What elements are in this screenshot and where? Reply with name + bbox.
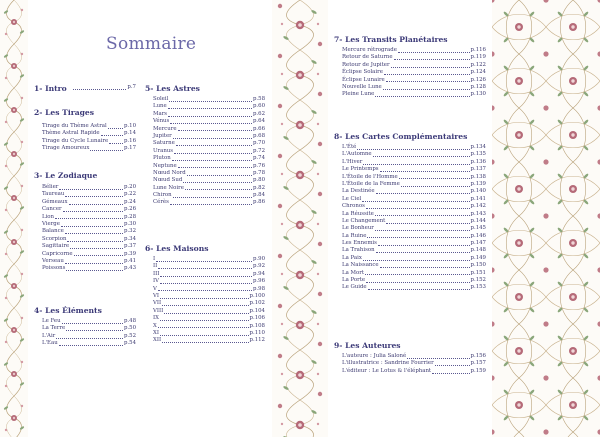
toc-list-cartes: [342, 144, 486, 292]
section-heading-cartes: 8- Les Cartes Complémentaires: [334, 132, 468, 141]
toc-entry[interactable]: Pleine Lune p.130: [342, 91, 486, 98]
toc-entry[interactable]: La Destinée p.140: [342, 188, 486, 195]
toc-entry[interactable]: Chronos p.142: [342, 203, 486, 210]
toc-entry[interactable]: Nouvelle Lune p.128: [342, 83, 486, 90]
toc-entry[interactable]: III p.94: [153, 270, 265, 277]
toc-entry[interactable]: Capricorne p.39: [42, 250, 136, 257]
toc-entry[interactable]: Tirage du Thème Astral p.10: [42, 122, 136, 129]
toc-entry[interactable]: L'Hiver p.136: [342, 158, 486, 165]
toc-entry[interactable]: Vierge p.30: [42, 220, 136, 227]
toc-entry[interactable]: Le Feu p.48: [42, 317, 136, 324]
toc-entry[interactable]: Taureau p.22: [42, 191, 136, 198]
toc-entry[interactable]: Cancer p.26: [42, 206, 136, 213]
floral-pattern-icon: [272, 0, 328, 437]
toc-entry[interactable]: Cérès p.86: [153, 199, 265, 206]
toc-entry[interactable]: La Terre p.50: [42, 325, 136, 332]
toc-entry[interactable]: L'auteure : Julia Saloné p.156: [342, 352, 486, 359]
toc-entry[interactable]: VI p.100: [153, 292, 265, 299]
section-heading-astres: 5- Les Astres: [145, 84, 200, 93]
toc-entry[interactable]: La Trahison p.148: [342, 247, 486, 254]
toc-entry[interactable]: V p.98: [153, 285, 265, 292]
floral-border-right: [492, 0, 600, 437]
toc-entry[interactable]: Verseau p.41: [42, 257, 136, 264]
toc-entry[interactable]: Tirage du Cycle Lunaire p.16: [42, 137, 136, 144]
toc-list-elements: [42, 318, 136, 348]
toc-entry[interactable]: La Réussite p.143: [342, 210, 486, 217]
toc-entry[interactable]: Lune p.60: [153, 103, 265, 110]
toc-entry[interactable]: IX p.106: [153, 315, 265, 322]
toc-entry[interactable]: Lune Noire p.82: [153, 184, 265, 191]
toc-entry[interactable]: L'Été p.134: [342, 143, 486, 150]
toc-entry[interactable]: IV p.96: [153, 278, 265, 285]
toc-entry[interactable]: Bélier p.20: [42, 183, 136, 190]
toc-entry[interactable]: VIII p.104: [153, 307, 265, 314]
floral-border-left: [0, 0, 28, 437]
toc-entry[interactable]: Balance p.32: [42, 228, 136, 235]
toc-entry[interactable]: X p.108: [153, 322, 265, 329]
floral-border-center: [272, 0, 328, 437]
toc-entry[interactable]: Poissons p.43: [42, 265, 136, 272]
floral-pattern-icon: [0, 0, 28, 437]
toc-entry[interactable]: L'Étoile de l'Homme p.138: [342, 173, 486, 180]
section-heading-intro: 1- Intro: [34, 84, 67, 93]
toc-entry[interactable]: Soleil p.58: [153, 95, 265, 102]
toc-entry[interactable]: Scorpion p.34: [42, 235, 136, 242]
toc-entry[interactable]: L'Eau p.54: [42, 340, 136, 347]
toc-entry[interactable]: La Naissance p.150: [342, 262, 486, 269]
toc-list-auteures: [342, 353, 486, 375]
toc-entry[interactable]: Sagittaire p.37: [42, 243, 136, 250]
toc-entry[interactable]: Chiron p.84: [153, 192, 265, 199]
toc-entry[interactable]: Éclipse Lunaire p.126: [342, 76, 486, 83]
toc-entry[interactable]: L'Air p.52: [42, 332, 136, 339]
dot-leader: [73, 89, 126, 90]
toc-list-intro: [72, 84, 136, 91]
section-heading-auteures: 9- Les Auteures: [334, 341, 401, 350]
toc-entry[interactable]: Vénus p.64: [153, 118, 265, 125]
toc-entry[interactable]: XII p.112: [153, 337, 265, 344]
toc-entry[interactable]: Le Bonheur p.145: [342, 225, 486, 232]
toc-entry[interactable]: Thème Astral Rapide p.14: [42, 130, 136, 137]
toc-entry[interactable]: Saturne p.70: [153, 140, 265, 147]
toc-entry[interactable]: La Porte p.152: [342, 277, 486, 284]
toc-entry[interactable]: Mercure p.66: [153, 125, 265, 132]
toc-entry[interactable]: Retour de Jupiter p.122: [342, 61, 486, 68]
toc-entry[interactable]: Tirage Amoureux p.17: [42, 145, 136, 152]
toc-entry[interactable]: Pluton p.74: [153, 155, 265, 162]
toc-entry[interactable]: Mercure rétrograde p.116: [342, 46, 486, 53]
page-number: p.7: [127, 83, 136, 90]
toc-entry[interactable]: [72, 84, 136, 91]
toc-list-maisons: [153, 256, 265, 345]
toc-entry[interactable]: Neptune p.76: [153, 162, 265, 169]
toc-list-tirages: [42, 123, 136, 153]
section-heading-zodiaque: 3- Le Zodiaque: [34, 171, 98, 180]
toc-entry[interactable]: Nœud Nord p.78: [153, 169, 265, 176]
toc-entry[interactable]: L'éditeur : Le Lotus & l'éléphant p.159: [342, 367, 486, 374]
toc-entry[interactable]: Gémeaux p.24: [42, 198, 136, 205]
floral-pattern-icon: [492, 0, 600, 437]
toc-entry[interactable]: La Mort p.151: [342, 269, 486, 276]
toc-entry[interactable]: Éclipse Solaire p.124: [342, 69, 486, 76]
toc-entry[interactable]: Uranus p.72: [153, 147, 265, 154]
toc-entry[interactable]: Retour de Saturne p.119: [342, 54, 486, 61]
toc-entry[interactable]: XI p.110: [153, 329, 265, 336]
toc-entry[interactable]: L'Automne p.135: [342, 151, 486, 158]
toc-list-transits: [342, 47, 486, 99]
section-heading-transits: 7- Les Transits Planétaires: [334, 35, 448, 44]
toc-list-astres: [153, 96, 265, 207]
toc-list-zodiaque: [42, 184, 136, 273]
toc-entry[interactable]: L'illustratrice : Sandrine Fourrier p.157: [342, 360, 486, 367]
toc-entry[interactable]: I p.90: [153, 255, 265, 262]
toc-entry[interactable]: Nœud Sud p.80: [153, 177, 265, 184]
toc-entry[interactable]: Lion p.28: [42, 213, 136, 220]
section-heading-maisons: 6- Les Maisons: [145, 244, 209, 253]
toc-entry[interactable]: Jupiter p.68: [153, 132, 265, 139]
toc-entry[interactable]: La Paix p.149: [342, 254, 486, 261]
toc-entry[interactable]: Le Changement p.144: [342, 217, 486, 224]
toc-entry[interactable]: Les Ennemis p.147: [342, 240, 486, 247]
toc-entry[interactable]: Le Ciel p.141: [342, 195, 486, 202]
page-title: Sommaire: [106, 34, 197, 54]
toc-entry[interactable]: Le Printemps p.137: [342, 166, 486, 173]
toc-entry[interactable]: Le Guide p.153: [342, 284, 486, 291]
toc-entry[interactable]: VII p.102: [153, 300, 265, 307]
toc-entry[interactable]: L'Étoile de la Femme p.139: [342, 180, 486, 187]
section-heading-tirages: 2- Les Tirages: [34, 108, 95, 117]
section-heading-elements: 4- Les Éléments: [34, 306, 102, 315]
toc-entry[interactable]: Mars p.62: [153, 110, 265, 117]
toc-entry[interactable]: II p.92: [153, 263, 265, 270]
toc-entry[interactable]: La Ruine p.146: [342, 232, 486, 239]
